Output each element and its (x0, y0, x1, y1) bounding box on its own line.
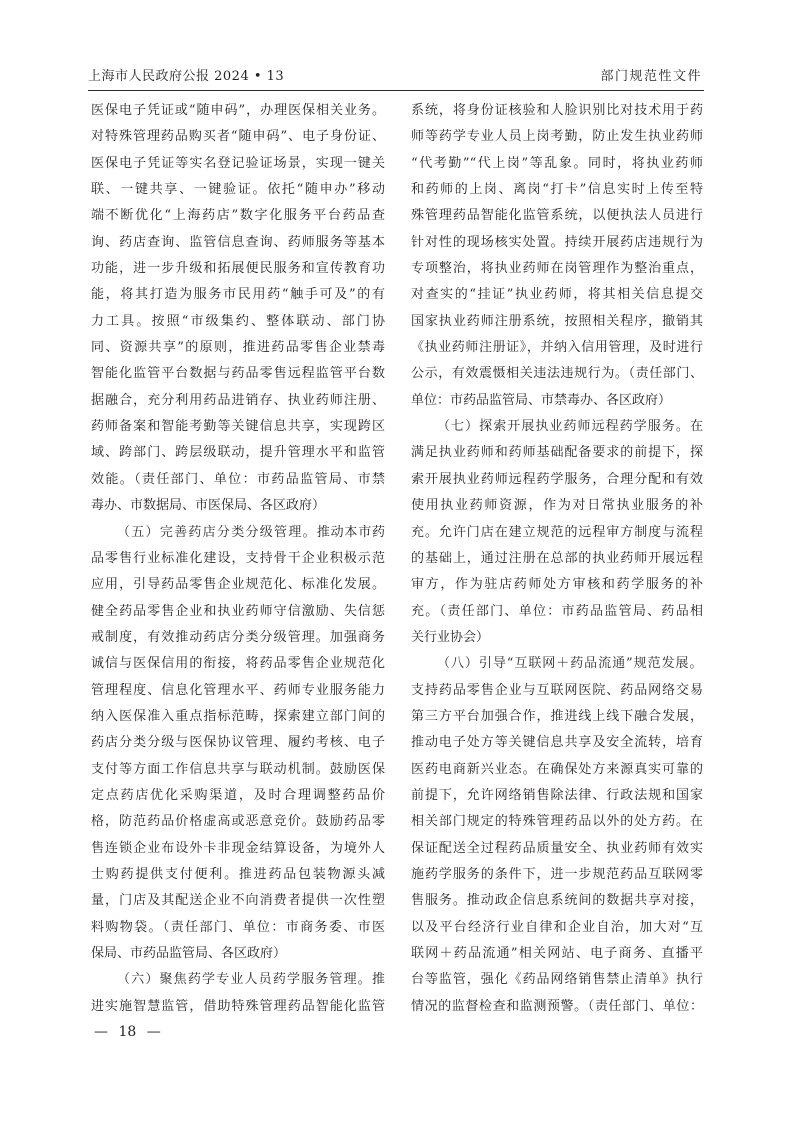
text-line (91, 994, 385, 1020)
text-line (91, 467, 385, 493)
body-text: 情况的监督检查和监测预警。（责任部门、单位： (411, 998, 703, 1014)
text-line (91, 572, 385, 598)
text-line (91, 361, 385, 387)
text-line (91, 704, 385, 730)
text-line (91, 783, 385, 809)
text-line (91, 177, 385, 203)
text-line (91, 282, 385, 308)
body-text: 以及平台经济行业自律和企业自治，加大对“互 (411, 919, 703, 935)
text-line (91, 151, 385, 177)
paragraph (91, 98, 385, 520)
body-text: 审方，作为驻店药师处方审核和药学服务的补 (411, 577, 703, 593)
text-line (411, 414, 703, 440)
text-line (411, 230, 703, 256)
body-text: 殊管理药品智能化监管系统，以便执法人员进行 (411, 208, 703, 224)
text-line (411, 124, 703, 150)
body-text: 管理程度、信息化管理水平、药师专业服务能力 (91, 682, 385, 698)
text-line (91, 520, 385, 546)
body-text: 满足执业药师和药师基础配备要求的前提下，探 (411, 445, 703, 461)
text-line (411, 151, 703, 177)
text-line (91, 809, 385, 835)
section-heading: （七）探索开展执业药师远程药学服务。 (437, 419, 690, 435)
body-text: 医保电子凭证或“随申码”，办理医保相关业务。 (91, 103, 385, 118)
body-text: 相关部门规定的特殊管理药品以外的处方药。在 (411, 814, 703, 830)
body-text: 同、资源共享”的原则，推进药品零售企业禁毒 (91, 340, 385, 356)
body-text: 健全药品零售企业和执业药师守信激励、失信惩 (91, 603, 385, 619)
body-text: 推 (371, 972, 385, 988)
body-text: 料购物袋。（责任部门、单位：市商务委、市医 (91, 919, 385, 935)
text-line (411, 625, 703, 651)
body-text: 《执业药师注册证》，并纳入信用管理，及时进行 (411, 340, 703, 356)
text-line (411, 361, 703, 387)
text-line (411, 467, 703, 493)
body-text: 定点药店优化采购渠道，及时合理调整药品价 (91, 787, 385, 803)
body-text: 效能。（责任部门、单位：市药品监管局、市禁 (91, 471, 385, 487)
text-line (91, 862, 385, 888)
body-text: 联网＋药品流通”相关网站、电子商务、直播平 (411, 946, 703, 961)
text-line (411, 572, 703, 598)
section-heading: （六）聚焦药学专业人员药学服务管理。 (117, 972, 372, 988)
body-text: 格，防范药品价格虚高或恶意竞价。鼓励药品零 (91, 814, 385, 830)
body-text: “代考勤”“代上岗”等乱象。同时，将执业药师 (411, 155, 703, 171)
text-line (411, 546, 703, 572)
text-line (411, 704, 703, 730)
text-line (411, 520, 703, 546)
body-text: 单位：市药品监管局、市禁毒办、各区政府） (411, 392, 672, 408)
body-text: 纳入医保准入重点指标范畴，探索建立部门间的 (91, 708, 385, 724)
body-text: 智能化监管平台数据与药品零售远程监管平台数 (91, 366, 385, 382)
body-text: 前提下，允许网络销售除法律、行政法规和国家 (411, 787, 703, 803)
paragraph (91, 520, 385, 968)
body-text: 询、药店查询、监管信息查询、药师服务等基本 (91, 234, 385, 250)
text-column-right (411, 98, 703, 1020)
body-text: 的基础上，通过注册在总部的执业药师开展远程 (411, 550, 703, 566)
text-line (411, 335, 703, 361)
body-text: 充。（责任部门、单位：市药品监管局、药品相 (411, 603, 703, 619)
text-line (91, 651, 385, 677)
text-line (91, 757, 385, 783)
header-divider (88, 90, 704, 91)
text-line (411, 282, 703, 308)
text-line (411, 177, 703, 203)
body-text: 戒制度，有效推动药店分类分级管理。加强商务 (91, 629, 385, 645)
text-line (411, 203, 703, 229)
body-text: 推动本市药 (316, 524, 385, 540)
text-line (91, 599, 385, 625)
body-text: 支付等方面工作信息共享与联动机制。鼓励医保 (91, 761, 385, 777)
body-text: 售连锁企业布设外卡非现金结算设备，为境外人 (91, 840, 385, 856)
text-line (91, 98, 385, 124)
body-text: 能，将其打造为服务市民用药“触手可及”的有 (91, 287, 385, 303)
body-text: 力工具。按照“市级集约、整体联动、部门协 (91, 313, 385, 329)
body-text: 充。允许门店在建立规范的远程审方制度与流程 (411, 524, 703, 540)
body-text: 进实施智慧监管，借助特殊管理药品智能化监管 (91, 998, 385, 1014)
body-text: 药店分类分级与医保协议管理、履约考核、电子 (91, 735, 385, 751)
text-line (411, 809, 703, 835)
body-text: 专项整治，将执业药师在岗管理作为整治重点， (411, 261, 703, 277)
body-text: 师等药学专业人员上岗考勤，防止发生执业药师 (411, 129, 703, 145)
text-line (411, 941, 703, 967)
body-text: 应用，引导药品零售企业规范化、标准化发展。 (91, 577, 385, 593)
text-line (91, 124, 385, 150)
text-line (91, 440, 385, 466)
text-line (91, 256, 385, 282)
paragraph (91, 967, 385, 1020)
paragraph (411, 651, 703, 1020)
text-line (411, 783, 703, 809)
body-text: 诚信与医保信用的衔接，将药品零售企业规范化 (91, 656, 385, 672)
text-line (411, 836, 703, 862)
section-heading: （五）完善药店分类分级管理。 (117, 524, 317, 540)
section-heading: （八）引导“互联网＋药品流通”规范发展。 (437, 656, 703, 672)
body-text: 域、跨部门、跨层级联动，提升管理水平和监管 (91, 445, 385, 461)
text-line (91, 309, 385, 335)
text-line (91, 388, 385, 414)
text-line (91, 836, 385, 862)
text-line (411, 309, 703, 335)
text-line (91, 888, 385, 914)
text-line (91, 335, 385, 361)
body-text: 在 (689, 419, 703, 435)
text-line (411, 599, 703, 625)
text-line (411, 730, 703, 756)
body-text: 国家执业药师注册系统，按照相关程序，撤销其 (411, 313, 703, 329)
text-line (411, 967, 703, 993)
body-text: 第三方平台加强合作，推进线上线下融合发展， (411, 708, 703, 724)
body-text: 对查实的“挂证”执业药师，将其相关信息提交 (411, 287, 703, 303)
running-header (88, 68, 702, 86)
paragraph (411, 98, 703, 414)
body-text: 端不断优化“上海药店”数字化服务平台药品查 (91, 208, 385, 224)
text-line (411, 493, 703, 519)
text-line (411, 915, 703, 941)
body-text: 联、一键共享、一键验证。依托“随申办”移动 (91, 182, 385, 198)
body-text: 品零售行业标准化建设，支持骨干企业积极示范 (91, 550, 385, 566)
body-text: 支持药品零售企业与互联网医院、药品网络交易 (411, 682, 703, 698)
page-number: — 18 — (94, 1024, 161, 1040)
body-text: 台等监管，强化《药品网络销售禁止清单》执行 (411, 972, 703, 988)
text-line (411, 757, 703, 783)
body-text: 药师备案和智能考勤等关键信息共享，实现跨区 (91, 419, 385, 435)
text-line (411, 678, 703, 704)
text-line (411, 651, 703, 677)
body-text: 关行业协会） (411, 629, 490, 645)
body-text: 针对性的现场核实处置。持续开展药店违规行为 (411, 234, 703, 250)
body-text: 公示，有效震慑相关违法违规行为。（责任部门、 (411, 366, 703, 382)
text-line (91, 546, 385, 572)
text-line (91, 493, 385, 519)
text-line (411, 256, 703, 282)
body-text: 保证配送全过程药品质量安全、执业药师有效实 (411, 840, 703, 856)
text-line (91, 414, 385, 440)
body-text: 功能，进一步升级和拓展便民服务和宣传教育功 (91, 261, 385, 277)
text-line (411, 388, 703, 414)
body-text: 保局、市药品监管局、各区政府） (91, 946, 287, 961)
text-line (411, 888, 703, 914)
text-line (411, 98, 703, 124)
text-line (91, 941, 385, 967)
body-text: 和药师的上岗、离岗“打卡”信息实时上传至特 (411, 182, 703, 198)
text-line (91, 203, 385, 229)
body-text: 系统，将身份证核验和人脸识别比对技术用于药 (411, 103, 703, 118)
body-text: 士购药提供支付便利。推进药品包装物源头减 (91, 866, 385, 882)
body-text: 毒办、市数据局、市医保局、各区政府） (91, 498, 326, 514)
body-text: 对特殊管理药品购买者“随申码”、电子身份证、 (91, 129, 385, 145)
body-text: 据融合，充分利用药品进销存、执业药师注册、 (91, 392, 385, 408)
text-column-left (91, 98, 385, 1020)
body-text: 售服务。推动政企信息系统间的数据共享对接， (411, 893, 703, 909)
paragraph (411, 414, 703, 651)
publication-title: 上海市人民政府公报 2024 • 13 (88, 69, 285, 84)
text-line (411, 440, 703, 466)
body-text: 量，门店及其配送企业不向消费者提供一次性塑 (91, 893, 385, 909)
text-line (91, 625, 385, 651)
text-line (91, 967, 385, 993)
body-text: 施药学服务的条件下，进一步规范药品互联网零 (411, 866, 703, 882)
body-text: 医保电子凭证等实名登记验证场景，实现一键关 (91, 155, 385, 171)
text-line (411, 862, 703, 888)
text-line (411, 994, 703, 1020)
section-title: 部门规范性文件 (600, 69, 702, 84)
body-text: 医药电商新兴业态。在确保处方来源真实可靠的 (411, 761, 703, 777)
body-text: 推动电子处方等关键信息共享及安全流转，培育 (411, 735, 703, 751)
body-text: 索开展执业药师远程药学服务，合理分配和有效 (411, 471, 703, 487)
text-line (91, 730, 385, 756)
text-line (91, 678, 385, 704)
text-line (91, 915, 385, 941)
body-text: 使用执业药师资源，作为对日常执业服务的补 (411, 498, 703, 514)
text-line (91, 230, 385, 256)
